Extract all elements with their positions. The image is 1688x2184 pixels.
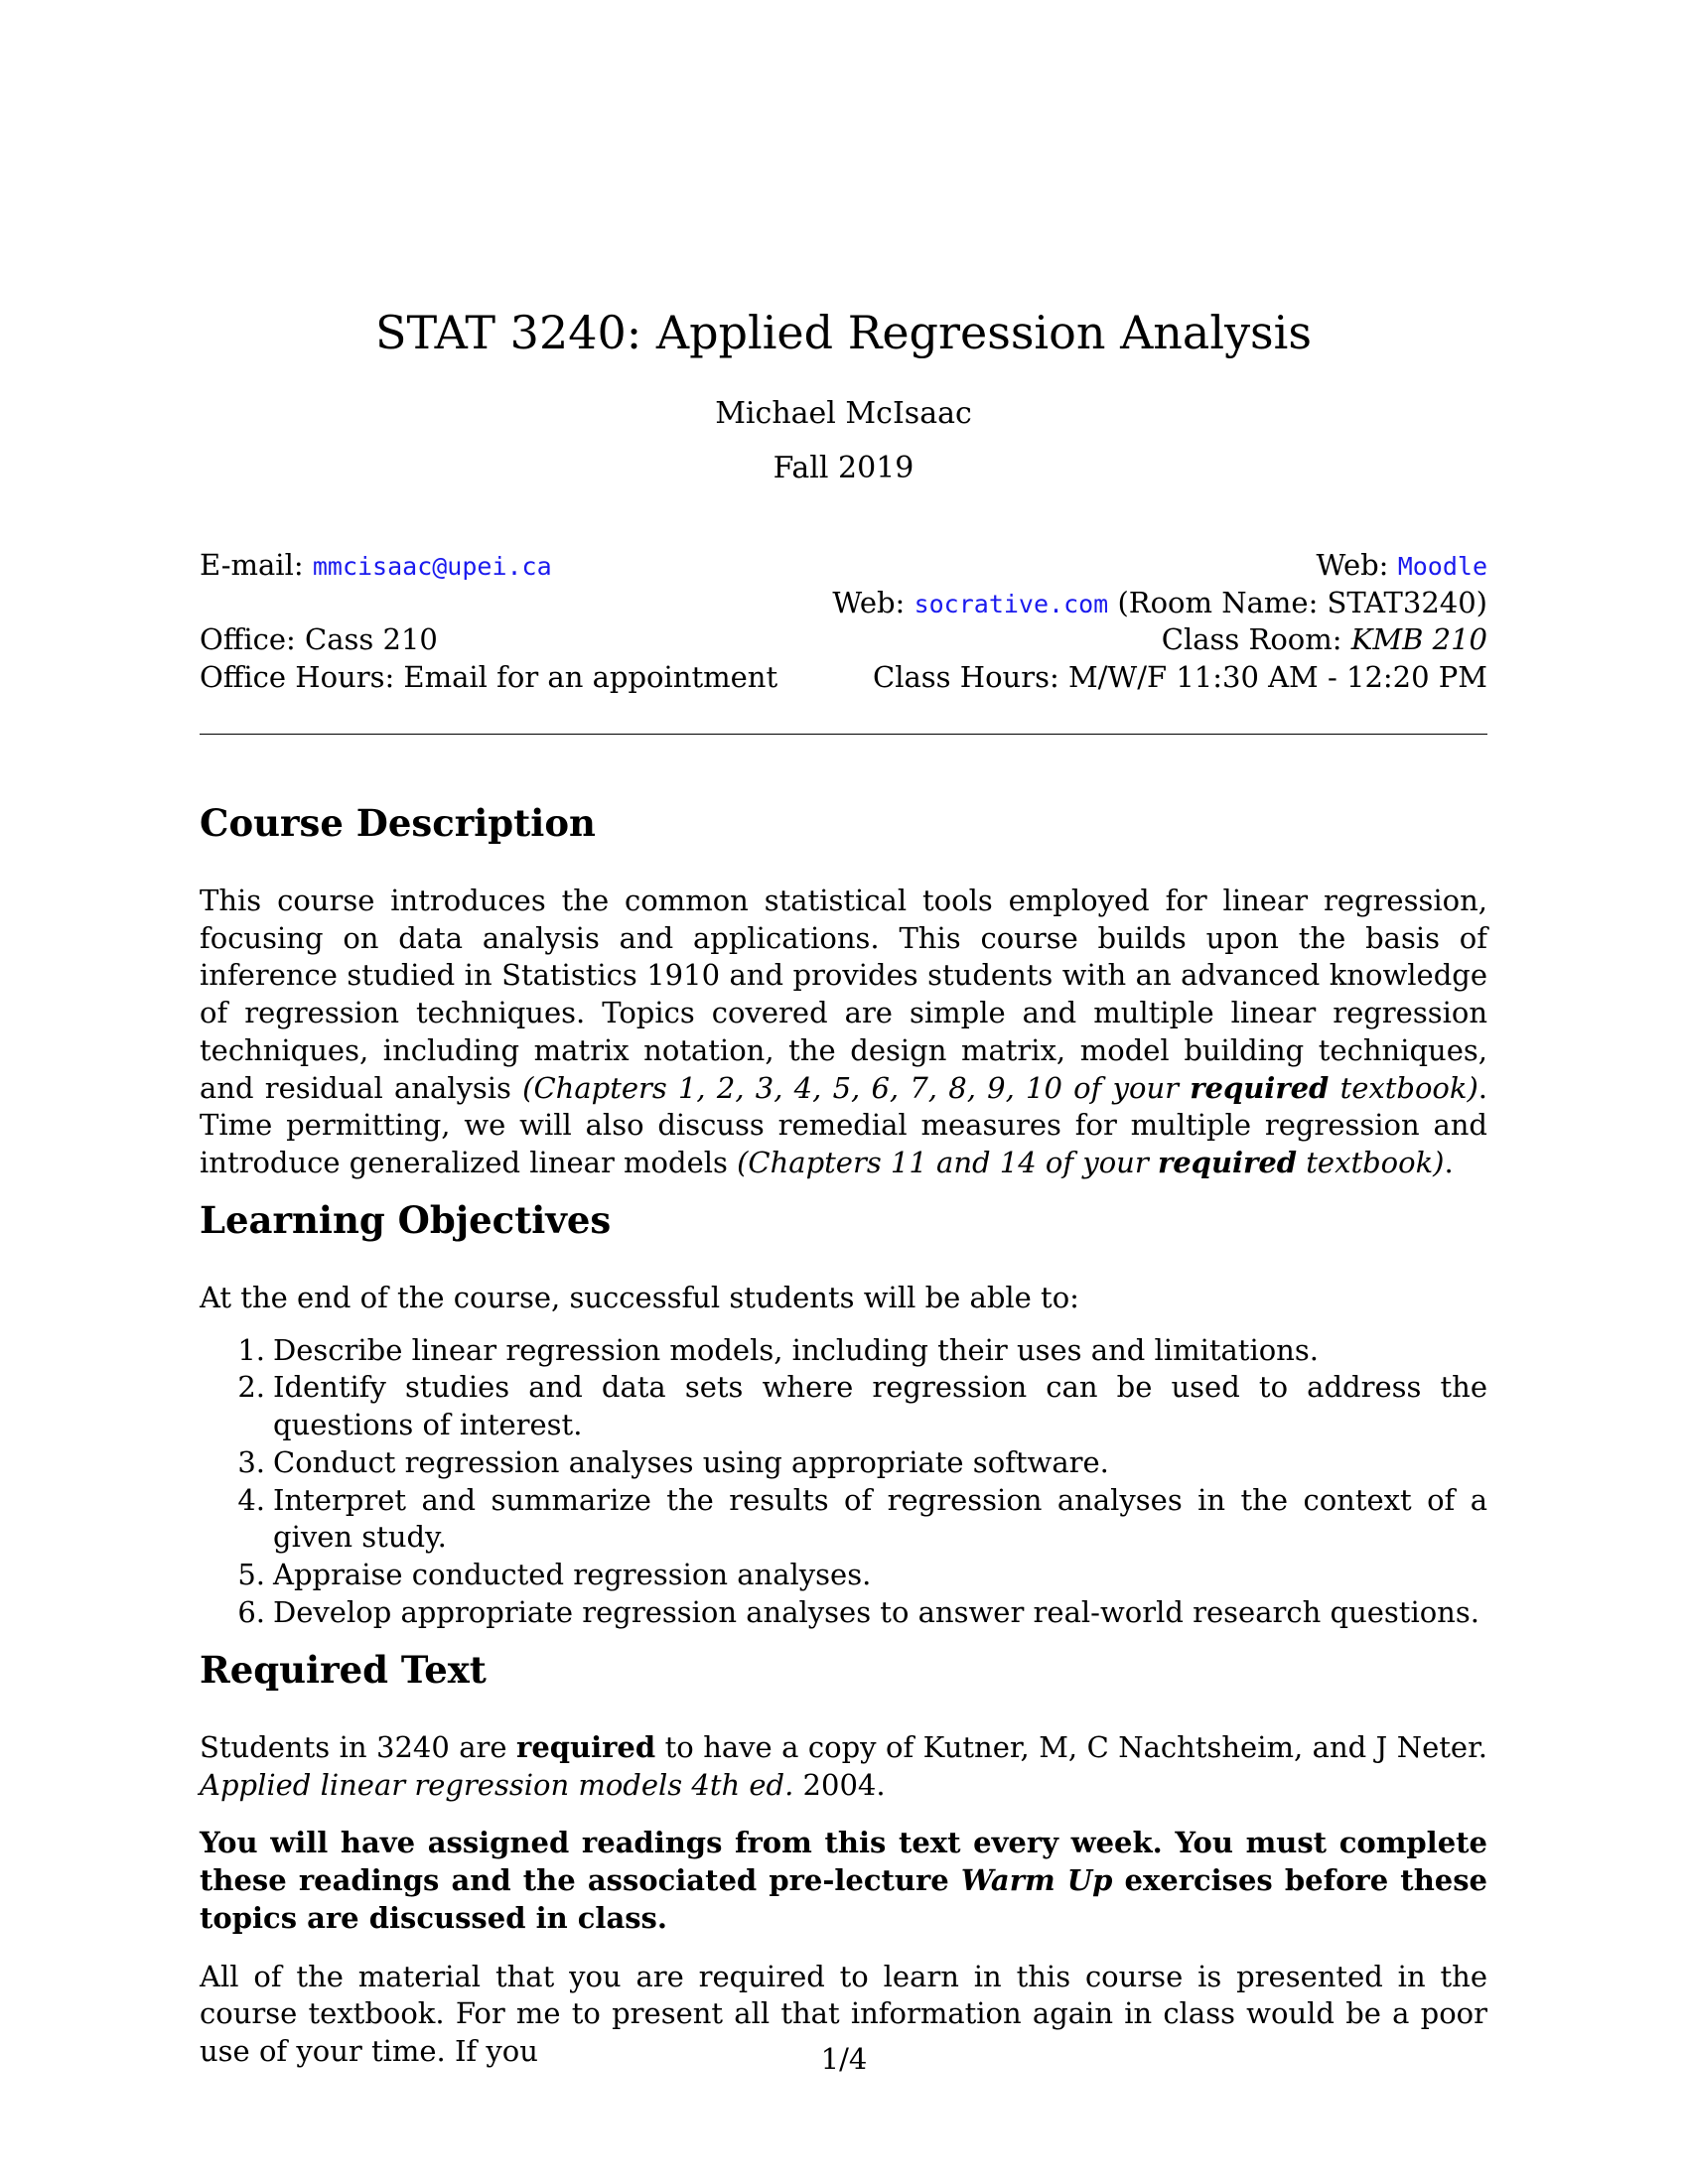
description-italic-4: textbook) — [1297, 1145, 1445, 1179]
socrative-link[interactable]: socrative.com — [914, 589, 1109, 618]
description-italic-2: textbook) — [1329, 1070, 1478, 1105]
learning-objectives-section — [200, 1196, 1487, 1631]
required-text-heading: Required Text — [200, 1648, 487, 1692]
description-italic-1: (Chapters 1, 2, 3, 4, 5, 6, 7, 8, 9, 10 of your — [522, 1070, 1191, 1105]
required-text-2a: You will have assigned readings from this text every week. You must complete these readings and the associated pre-lecture — [200, 1826, 1487, 1898]
required-text-paragraph-1 — [200, 1729, 1487, 1804]
office-location: Office: Cass 210 — [200, 622, 438, 656]
course-description-heading: Course Description — [200, 801, 596, 845]
objectives-list — [200, 1332, 1487, 1632]
required-text-1e: 2004. — [793, 1767, 886, 1802]
author-name: Michael McIsaac — [715, 396, 972, 431]
web-moodle-line — [1317, 547, 1487, 585]
required-text-1c: to have a copy of Kutner, M, C Nachtsheim, and J Neter. — [655, 1730, 1487, 1764]
document-title: STAT 3240: Applied Regression Analysis — [375, 306, 1312, 359]
description-text-2: . Time permitting, we will also discuss remedial measures for multiple regression and introduce generalized linear models — [200, 1070, 1487, 1179]
list-item-number: 3. — [237, 1444, 265, 1479]
email-label: E-mail: — [200, 548, 313, 582]
list-item-number: 4. — [237, 1482, 265, 1517]
course-description-text — [200, 883, 1487, 1182]
classroom-line — [1162, 621, 1487, 659]
info-row-hours — [200, 659, 1487, 697]
list-item-text: Describe linear regression models, including their uses and limitations. — [273, 1332, 1319, 1367]
course-description-section — [200, 799, 1487, 1182]
web-socrative-line — [832, 585, 1487, 622]
list-item — [200, 1594, 1487, 1632]
list-item-text: Develop appropriate regression analyses to answer real-world research questions. — [273, 1594, 1479, 1629]
list-item-text: Appraise conducted regression analyses. — [273, 1557, 872, 1591]
course-term: Fall 2019 — [773, 451, 914, 485]
list-item-number: 1. — [237, 1332, 265, 1367]
list-item — [200, 1482, 1487, 1557]
required-text-paragraph-2 — [200, 1825, 1487, 1937]
classroom-value: KMB 210 — [1350, 622, 1487, 656]
class-hours: Class Hours: M/W/F 11:30 AM - 12:20 PM — [873, 659, 1487, 694]
info-row-socrative — [200, 585, 1487, 622]
description-bold-1: required — [1190, 1070, 1330, 1105]
description-italic-3: (Chapters 11 and 14 of your — [737, 1145, 1158, 1179]
page-number: 1/4 — [820, 2042, 868, 2076]
required-text-1b: required — [516, 1730, 656, 1764]
room-name: (Room Name: STAT3240) — [1108, 585, 1487, 619]
list-item — [200, 1444, 1487, 1482]
warm-up-term: Warm Up — [960, 1863, 1113, 1898]
contact-info-block — [200, 547, 1487, 696]
description-bold-2: required — [1157, 1145, 1298, 1179]
web-label-2: Web: — [832, 585, 914, 619]
list-item — [200, 1369, 1487, 1443]
info-row-email-web — [200, 547, 1487, 585]
list-item — [200, 1557, 1487, 1594]
header-divider — [200, 734, 1487, 735]
list-item-text: Conduct regression analyses using appropriate software. — [273, 1444, 1109, 1479]
list-item — [200, 1332, 1487, 1370]
email-link[interactable]: mmcisaac@upei.ca — [312, 552, 552, 581]
office-hours: Office Hours: Email for an appointment — [200, 659, 778, 694]
textbook-title: Applied linear regression models 4th ed. — [200, 1767, 794, 1802]
web-label: Web: — [1316, 548, 1398, 582]
classroom-label: Class Room: — [1161, 622, 1351, 656]
learning-objectives-heading: Learning Objectives — [200, 1198, 612, 1242]
list-item-number: 6. — [237, 1594, 265, 1629]
list-item-number: 2. — [237, 1370, 265, 1405]
list-item-text: Interpret and summarize the results of regression analyses in the context of a given study. — [273, 1482, 1487, 1555]
objectives-intro: At the end of the course, successful students will be able to: — [200, 1281, 1079, 1314]
required-text-2c: exercises before these topics are discussed in class. — [200, 1863, 1488, 1935]
list-item-text: Identify studies and data sets where regression can be used to address the questions of interest. — [273, 1370, 1487, 1442]
info-row-office — [200, 621, 1487, 659]
description-text-3: . — [1444, 1145, 1454, 1179]
required-text-1a: Students in 3240 are — [200, 1730, 517, 1764]
description-text-1: This course introduces the common statistical tools employed for linear regression, focusing on data analysis and applications. This course builds upon the basis of inference studied in Statistics 1910 and provides students with an advanced knowledge of regression techniques. Topics covered are simple and multiple linear regression techniques, including matrix notation, the design matrix, model building techniques, and residual analysis — [200, 884, 1487, 1105]
moodle-link[interactable]: Moodle — [1397, 552, 1487, 581]
email-line — [200, 547, 552, 585]
required-text-paragraph-3: All of the material that you are required to learn in this course is presented in the course textbook. For me to present all that information again in class would be a poor use of your time. If you — [200, 1959, 1487, 2068]
required-text-section — [200, 1646, 1487, 2071]
list-item-number: 5. — [237, 1557, 265, 1591]
